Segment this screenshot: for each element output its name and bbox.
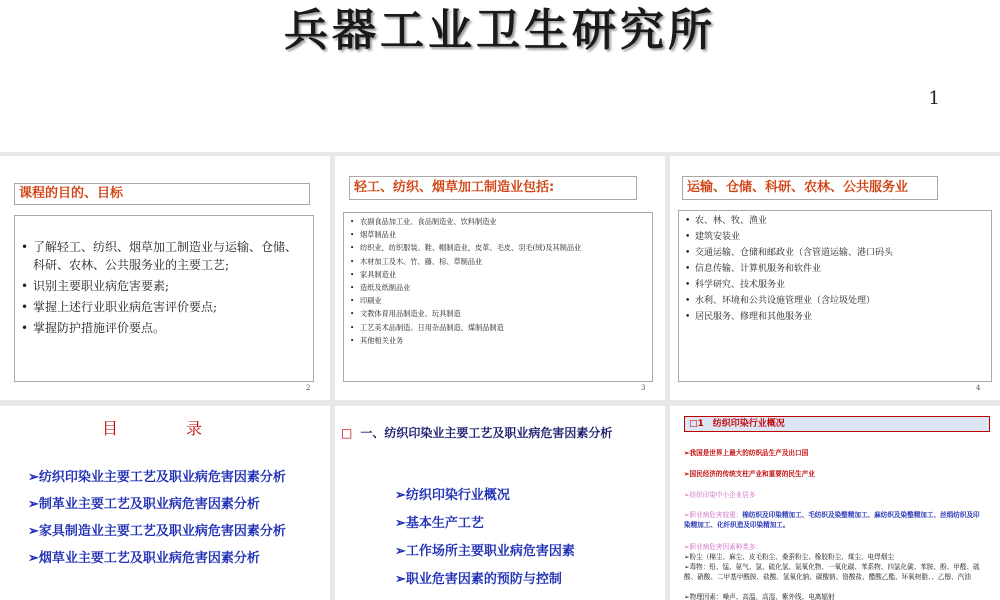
list-item: • 科学研究、技术服务业 [695, 277, 991, 293]
bullet-list [15, 238, 303, 340]
list-item: • 木材加工及木、竹、藤、棕、草制品业 [360, 255, 652, 268]
content-box [678, 210, 992, 382]
slide-header: □1 纺织印染行业概况 [684, 416, 990, 432]
slide-thumbnail-4[interactable] [670, 156, 1000, 400]
slide-title: 课程的目的、目标 [14, 183, 310, 205]
text-line: ➢粉尘（棉尘、麻尘、皮毛粉尘、桑蚕粉尘、橡胶粉尘、煤尘、电焊烟尘 [684, 553, 894, 561]
list-item: • 印刷业 [360, 294, 652, 307]
bullet-list [344, 213, 652, 347]
page-number: 4 [976, 384, 981, 392]
page-number: 3 [641, 384, 646, 392]
list-item: • 文教体育用品制造业、玩具制造 [360, 307, 652, 320]
text-label: ➢职业病危害较重： [684, 511, 743, 519]
content-box [14, 215, 314, 382]
list-item: ➢基本生产工艺 [395, 516, 484, 531]
toc-item: ➢制革业主要工艺及职业病危害因素分析 [28, 497, 260, 512]
list-item: • 居民服务、修理和其他服务业 [695, 309, 991, 325]
toc-item: ➢纺织印染业主要工艺及职业病危害因素分析 [28, 470, 286, 485]
list-item: ➢纺织印染行业概况 [395, 488, 510, 503]
list-item: • 造纸及纸制品业 [360, 281, 652, 294]
slide-header-text: 一、纺织印染业主要工艺及职业病危害因素分析 [360, 426, 613, 440]
toc-item: ➢家具制造业主要工艺及职业病危害因素分析 [28, 524, 286, 539]
page-number: 2 [306, 384, 311, 392]
list-item: • 纺织业，纺织服装、鞋、帽制造业，皮革、毛皮、羽毛(绒)及其制品业 [360, 241, 652, 254]
content-box [343, 212, 653, 382]
list-item: • 掌握防护措施评价要点。 [33, 319, 303, 337]
text-line: ➢毒物：铅、锰、氨气、氯、硫化氢、氮氧化物、一氧化碳、苯系物、四氯化碳、苯胺、酚、甲醛、硫酸、硝酸、二甲基甲酰胺、盐酸、氢氧化钠、碳酸钠、铬酸盐、醋酸乙酯、环氧树脂、、乙醇、汽油 [684, 563, 980, 581]
slide-title: 轻工、纺织、烟草加工制造业包括: [349, 176, 637, 200]
text-line: ➢纺织印染中小企业居多 [684, 491, 756, 499]
slide-thumbnail-2[interactable] [0, 156, 330, 400]
list-item: • 交通运输、仓储和邮政业（含管道运输、港口码头 [695, 245, 991, 261]
list-item: • 水利、环境和公共设施管理业（含垃圾处理） [695, 293, 991, 309]
list-item: • 农、林、牧、渔业 [695, 213, 991, 229]
list-item: ➢职业危害因素的预防与控制 [395, 572, 562, 587]
slide-grid [0, 152, 1000, 600]
list-item: • 信息传输、计算机服务和软件业 [695, 261, 991, 277]
slide-thumbnail-7[interactable] [670, 406, 1000, 600]
cover-slide [0, 0, 1000, 152]
slide-thumbnail-6[interactable] [335, 406, 665, 600]
slide-title: 目 录 [101, 419, 228, 438]
list-item: • 其他相关业务 [360, 334, 652, 347]
text-line: ➢我国是世界上最大的纺织品生产及出口国 [684, 449, 809, 457]
text-line: ➢物理因素：噪声、高温、高湿、紫外线、电离辐射 [684, 593, 835, 600]
list-item: ➢工作场所主要职业病危害因素 [395, 544, 575, 559]
list-item: • 农副食品加工业、食品制造业、饮料制造业 [360, 215, 652, 228]
text-line: ➢国民经济的传统支柱产业和重要的民生产业 [684, 470, 815, 478]
toc-item: ➢烟草业主要工艺及职业病危害因素分析 [28, 551, 260, 566]
text-line [684, 510, 984, 530]
list-item: • 了解轻工、纺织、烟草加工制造业与运输、仓储、科研、农林、公共服务业的主要工艺; [33, 238, 303, 274]
list-item: • 识别主要职业病危害要素; [33, 277, 303, 295]
text-line: ➢职业病危害因素种类多： [684, 543, 763, 551]
list-item: • 工艺美术品制造、日用杂品制造、煤制品制造 [360, 321, 652, 334]
list-item: • 建筑安装业 [695, 229, 991, 245]
slide-thumbnail-3[interactable] [335, 156, 665, 400]
slide-thumbnail-5[interactable] [0, 406, 330, 600]
slide-header [341, 424, 612, 441]
bullet-list [679, 211, 991, 325]
list-item: • 烟草制品业 [360, 228, 652, 241]
cover-title: 兵器工业卫生研究所 [284, 5, 716, 56]
square-bullet-icon: □ [341, 426, 353, 440]
cover-page-number: 1 [928, 88, 940, 109]
text-value: 棉纺织及印染精加工、毛纺织及染整精加工、麻纺织及染整精加工、丝绢纺织及印染精加工、化纤织造及印染精加工。 [684, 511, 980, 529]
list-item: • 掌握上述行业职业病危害评价要点; [33, 298, 303, 316]
list-item: • 家具制造业 [360, 268, 652, 281]
slide-title: 运输、仓储、科研、农林、公共服务业 [682, 176, 938, 200]
